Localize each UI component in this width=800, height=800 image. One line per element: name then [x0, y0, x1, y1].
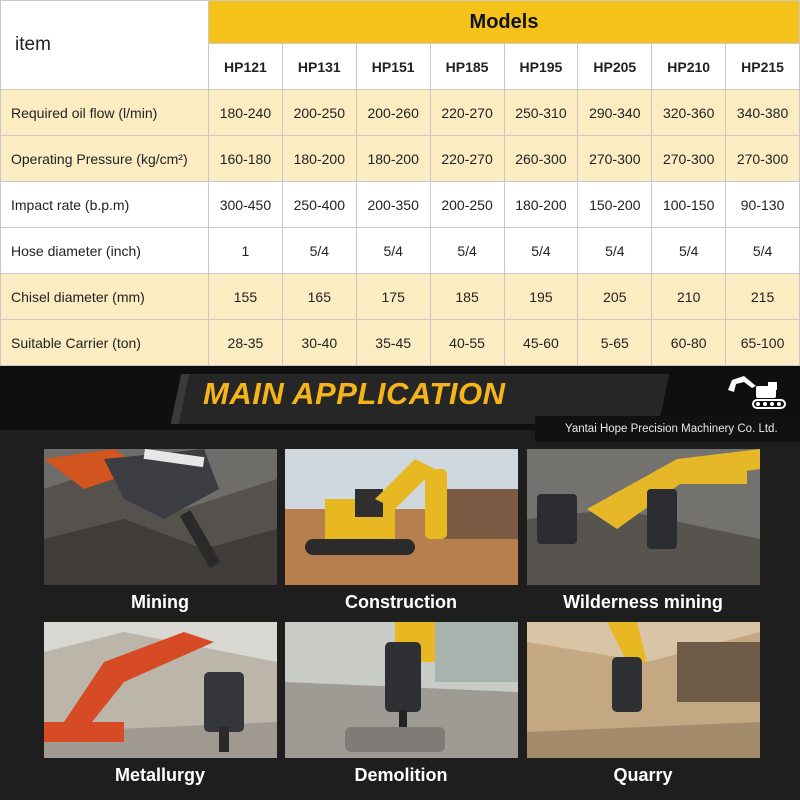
- caption-construction: Construction: [345, 592, 457, 612]
- table-cell: 5/4: [504, 228, 578, 274]
- model-cell: HP121: [209, 44, 283, 90]
- table-cell: 60-80: [652, 320, 726, 366]
- table-cell: 5/4: [356, 228, 430, 274]
- photo-construction: [285, 449, 518, 585]
- caption-mining: Mining: [131, 592, 189, 612]
- table-cell: 5/4: [430, 228, 504, 274]
- spec-table-section: [0, 0, 800, 366]
- model-cell: HP215: [726, 44, 800, 90]
- photo-demolition: [285, 622, 518, 758]
- table-cell: 340-380: [726, 90, 800, 136]
- photo-wilderness-mining: [527, 449, 760, 585]
- table-row: [1, 320, 800, 366]
- table-cell: 290-340: [578, 90, 652, 136]
- table-cell: 165: [282, 274, 356, 320]
- photo-quarry: [527, 622, 760, 758]
- section-title: MAIN APPLICATION: [203, 376, 506, 411]
- table-cell: 220-270: [430, 90, 504, 136]
- table-row: [1, 90, 800, 136]
- caption-demolition: Demolition: [354, 765, 448, 785]
- table-cell: 270-300: [578, 136, 652, 182]
- table-row: [1, 136, 800, 182]
- table-cell: 175: [356, 274, 430, 320]
- table-cell: 90-130: [726, 182, 800, 228]
- table-cell: 5/4: [578, 228, 652, 274]
- table-cell: 160-180: [209, 136, 283, 182]
- table-cell: 150-200: [578, 182, 652, 228]
- row-label: Operating Pressure (kg/cm²): [1, 136, 209, 182]
- table-cell: 320-360: [652, 90, 726, 136]
- row-label: Impact rate (b.p.m): [1, 182, 209, 228]
- table-row: [1, 182, 800, 228]
- table-cell: 300-450: [209, 182, 283, 228]
- table-cell: 1: [209, 228, 283, 274]
- model-cell: HP205: [578, 44, 652, 90]
- table-cell: 215: [726, 274, 800, 320]
- table-cell: 180-200: [504, 182, 578, 228]
- table-row: [1, 228, 800, 274]
- table-cell: 195: [504, 274, 578, 320]
- table-cell: 200-260: [356, 90, 430, 136]
- company-name: Yantai Hope Precision Machinery Co. Ltd.: [535, 416, 800, 442]
- model-cell: HP195: [504, 44, 578, 90]
- table-cell: 180-200: [356, 136, 430, 182]
- table-cell: 270-300: [726, 136, 800, 182]
- row-label: Hose diameter (inch): [1, 228, 209, 274]
- table-cell: 40-55: [430, 320, 504, 366]
- table-cell: 5/4: [726, 228, 800, 274]
- table-cell: 200-350: [356, 182, 430, 228]
- table-cell: 185: [430, 274, 504, 320]
- caption-metallurgy: Metallurgy: [114, 765, 206, 785]
- row-label: Required oil flow (l/min): [1, 90, 209, 136]
- model-cell: HP185: [430, 44, 504, 90]
- model-cell: HP131: [282, 44, 356, 90]
- table-cell: 205: [578, 274, 652, 320]
- table-cell: 5-65: [578, 320, 652, 366]
- table-cell: 250-400: [282, 182, 356, 228]
- table-cell: 35-45: [356, 320, 430, 366]
- table-cell: 5/4: [652, 228, 726, 274]
- caption-wilderness-mining: Wilderness mining: [563, 592, 723, 612]
- table-cell: 100-150: [652, 182, 726, 228]
- item-header: item: [1, 1, 209, 90]
- table-cell: 210: [652, 274, 726, 320]
- row-label: Chisel diameter (mm): [1, 274, 209, 320]
- table-cell: 45-60: [504, 320, 578, 366]
- table-cell: 155: [209, 274, 283, 320]
- table-cell: 65-100: [726, 320, 800, 366]
- table-cell: 200-250: [282, 90, 356, 136]
- application-section: [0, 366, 800, 800]
- table-cell: 5/4: [282, 228, 356, 274]
- models-header: Models: [209, 1, 800, 44]
- table-cell: 250-310: [504, 90, 578, 136]
- table-cell: 220-270: [430, 136, 504, 182]
- spec-table: [0, 0, 800, 366]
- excavator-icon: [726, 374, 790, 414]
- table-cell: 260-300: [504, 136, 578, 182]
- model-cell: HP210: [652, 44, 726, 90]
- table-cell: 30-40: [282, 320, 356, 366]
- model-cell: HP151: [356, 44, 430, 90]
- table-cell: 180-200: [282, 136, 356, 182]
- table-row: [1, 274, 800, 320]
- caption-quarry: Quarry: [613, 765, 673, 785]
- row-label: Suitable Carrier (ton): [1, 320, 209, 366]
- table-cell: 270-300: [652, 136, 726, 182]
- table-cell: 28-35: [209, 320, 283, 366]
- photo-metallurgy: [44, 622, 277, 758]
- table-cell: 180-240: [209, 90, 283, 136]
- table-cell: 200-250: [430, 182, 504, 228]
- photo-mining: [44, 449, 277, 585]
